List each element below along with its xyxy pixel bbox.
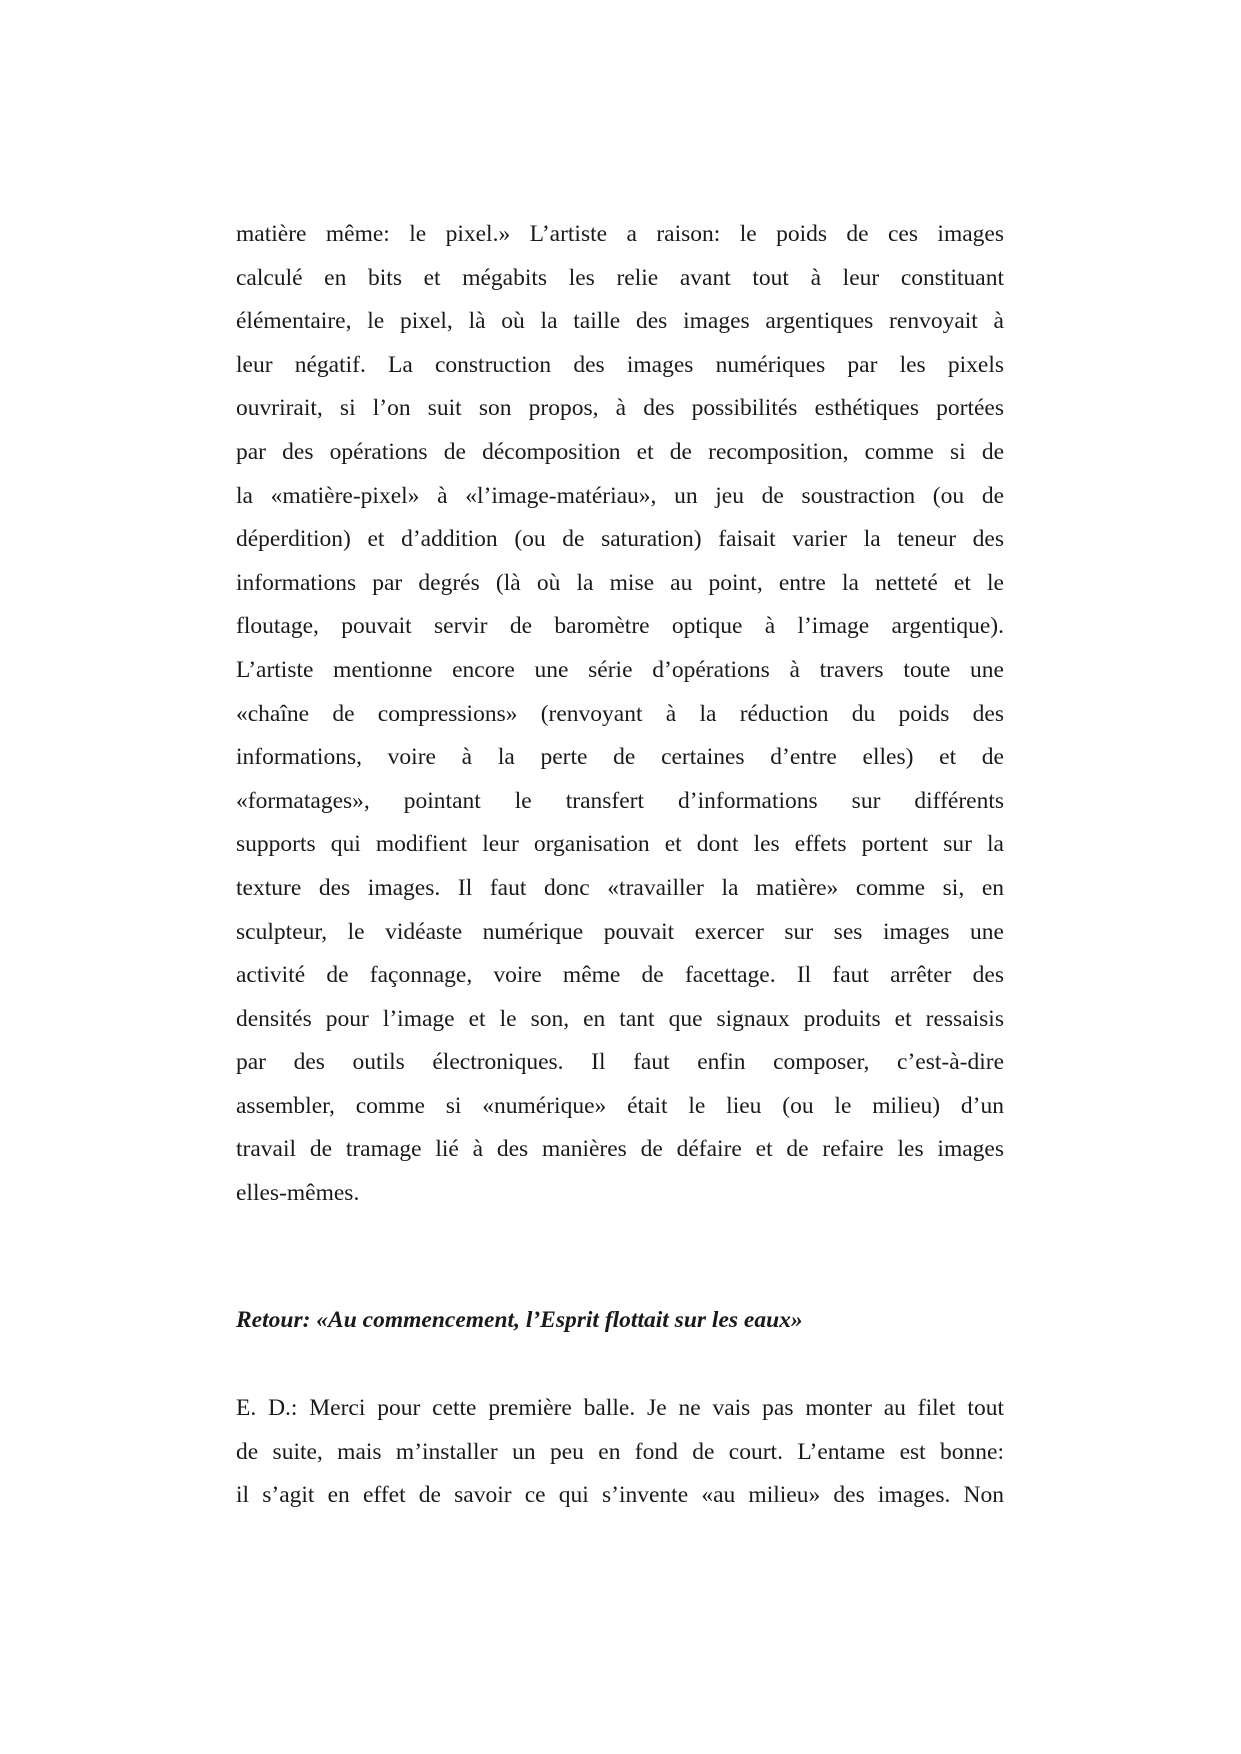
- text-line: travail de tramage lié à des manières de défaire et de refaire les images: [236, 1136, 1004, 1163]
- text-line: E. D.: Merci pour cette première balle. Je ne vais pas monter au filet tout: [236, 1395, 1004, 1421]
- text-line: L’artiste mentionne encore une série d’opérations à travers toute une: [236, 656, 1004, 683]
- text-line: texture des images. Il faut donc «travailler la matière» comme si, en: [236, 874, 1004, 901]
- text-line: densités pour l’image et le son, en tant que signaux produits et ressaisis: [236, 1005, 1004, 1032]
- text-line: «chaîne de compressions» (renvoyant à la réduction du poids des: [236, 700, 1004, 727]
- text-line: activité de façonnage, voire même de facettage. Il faut arrêter des: [236, 962, 1004, 989]
- text-line: informations par degrés (là où la mise au point, entre la netteté et le: [236, 569, 1004, 596]
- text-line: ouvrirait, si l’on suit son propos, à des possibilités esthétiques portées: [236, 395, 1004, 422]
- text-line: floutage, pouvait servir de baromètre optique à l’image argentique).: [236, 613, 1004, 640]
- text-line: de suite, mais m’installer un peu en fond de court. L’entame est bonne:: [236, 1438, 1004, 1465]
- text-line: la «matière-pixel» à «l’image-matériau», un jeu de soustraction (ou de: [236, 482, 1004, 509]
- text-line: par des opérations de décomposition et de recomposition, comme si de: [236, 438, 1004, 465]
- text-line: élémentaire, le pixel, là où la taille des images argentiques renvoyait à: [236, 308, 1004, 335]
- text-line: calculé en bits et mégabits les relie avant tout à leur constituant: [236, 264, 1004, 291]
- text-line: sculpteur, le vidéaste numérique pouvait exercer sur ses images une: [236, 918, 1004, 945]
- section-heading: Retour: «Au commencement, l’Esprit flottait sur les eaux»: [236, 1307, 803, 1333]
- body-paragraph-1: [236, 213, 1004, 1216]
- text-line: matière même: le pixel.» L’artiste a raison: le poids de ces images: [236, 221, 1004, 247]
- text-line: il s’agit en effet de savoir ce qui s’invente «au milieu» des images. Non: [236, 1482, 1004, 1509]
- text-line: par des outils électroniques. Il faut enfin composer, c’est-à-dire: [236, 1049, 1004, 1076]
- body-paragraph-2: [236, 1387, 1004, 1518]
- text-line: supports qui modifient leur organisation et dont les effets portent sur la: [236, 831, 1004, 858]
- text-line: informations, voire à la perte de certaines d’entre elles) et de: [236, 744, 1004, 771]
- text-line: leur négatif. La construction des images numériques par les pixels: [236, 351, 1004, 378]
- text-line: «formatages», pointant le transfert d’informations sur différents: [236, 787, 1004, 814]
- text-line: elles-mêmes.: [236, 1180, 360, 1207]
- text-line: assembler, comme si «numérique» était le lieu (ou le milieu) d’un: [236, 1092, 1004, 1119]
- text-line: déperdition) et d’addition (ou de saturation) faisait varier la teneur des: [236, 526, 1004, 553]
